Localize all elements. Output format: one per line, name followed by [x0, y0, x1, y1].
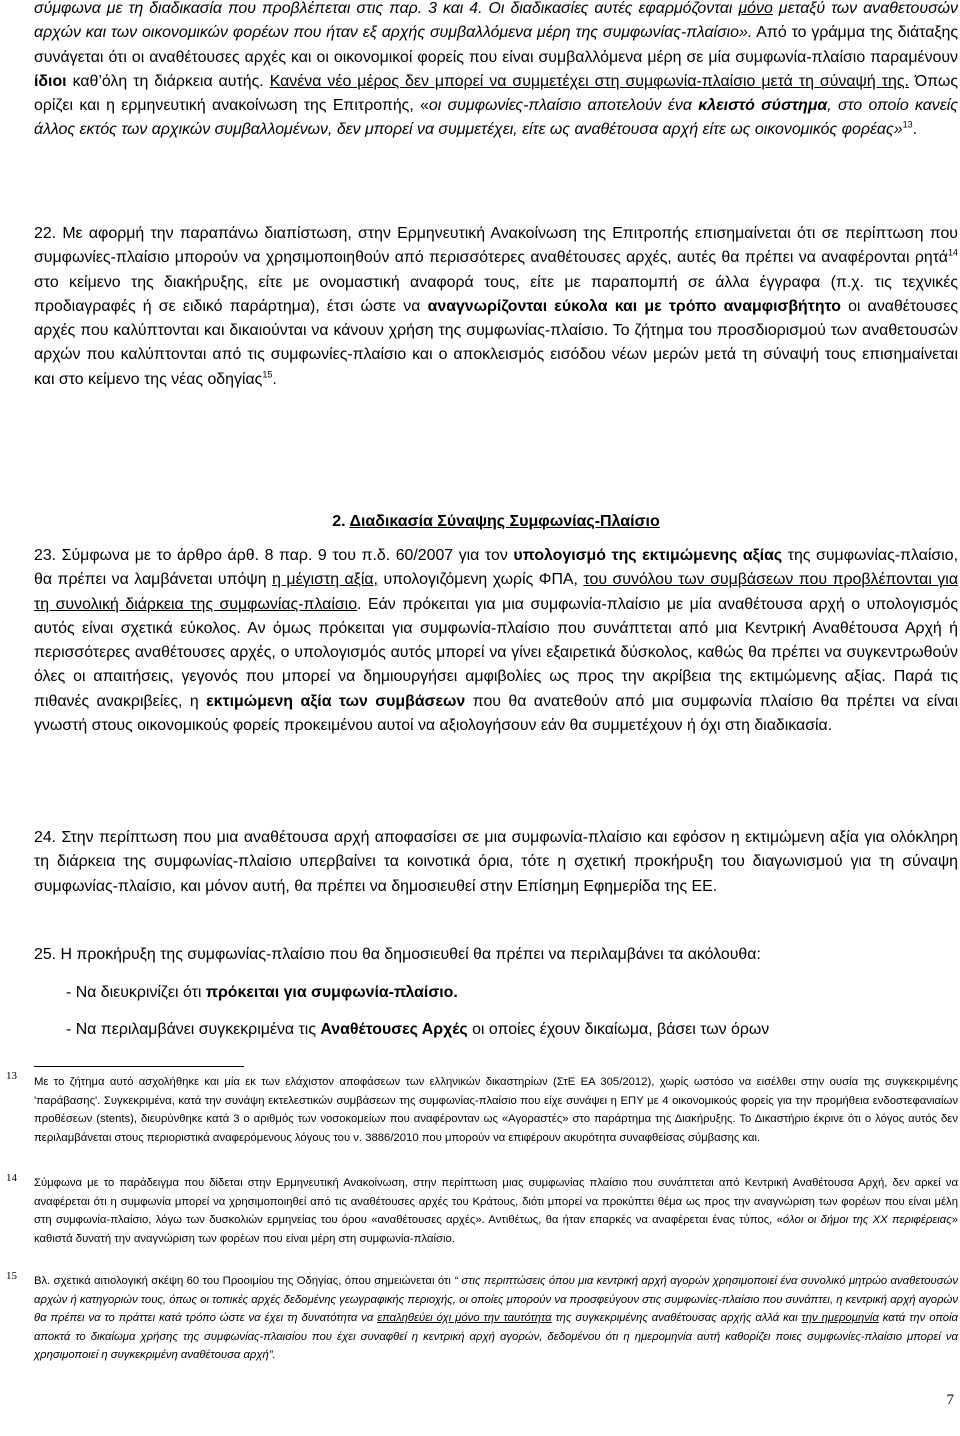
text-span: - Να διευκρινίζει ότι	[66, 984, 206, 1002]
text-span: » καθιστά δυνατή την αναγνώριση των φορέων που είναι μέρη στη συμφωνία-πλαίσιο.	[34, 1214, 958, 1245]
text-span: Όπως ορίζει και η ερμηνευτική ανακοίνωση της Επιτροπής, «	[34, 72, 959, 115]
section-heading	[34, 513, 958, 531]
text-span: την ημερομηνία	[801, 1312, 879, 1325]
text-span: , στο οποίο κανείς άλλος εκτός των αρχικών συμβαλλομένων, δεν μπορεί να συμμετέχει, είτε ως αναθέτουσα αρχή είτε ως οικονομικός φορέας»	[34, 97, 958, 139]
paragraph-number: 25.	[34, 946, 57, 963]
list-item	[34, 1018, 958, 1042]
text-span: στο κείμενο της διακήρυξης, είτε με ονομαστική αναφορά τους, είτε με παραπομπή σε άλλα έγγραφα (π.χ. τις τεχνικές προδιαγραφές ή σε ειδικό παράρτημα), έτσι ώστε να	[34, 273, 958, 315]
footnote-separator	[34, 1066, 244, 1067]
text-span: Από το γράμμα της διάταξης συνάγεται ότι οι αναθέτουσες αρχές και οι οικονομικοί φορείς που είναι συμβαλλόμενα μέρη σε μία συμφωνία-πλαίσιο παραμένουν	[34, 24, 959, 66]
text-span: .	[912, 121, 917, 139]
footnote-14	[34, 1174, 958, 1248]
list-item	[34, 981, 958, 1005]
footnote-ref[interactable]: 13	[902, 120, 913, 131]
text-span: όλοι οι δήμοι της ΧΧ περιφέρειας	[782, 1214, 952, 1227]
text-span: Βλ. σχετικά αιτιολογική σκέψη 60 του Προοιμίου της Οδηγίας, όπου σημειώνεται ότι	[34, 1275, 455, 1287]
text-span: ίδιοι	[34, 72, 67, 90]
footnote-ref[interactable]: 14	[947, 248, 958, 258]
section-title: Διαδικασία Σύναψης Συμφωνίας-Πλαίσιο	[349, 513, 660, 530]
paragraph-23	[34, 544, 958, 738]
text-span: οι συμφωνίες-πλαίσιο αποτελούν ένα	[428, 97, 699, 115]
page-number: 7	[946, 1392, 954, 1408]
text-span: πρόκειται για συμφωνία-πλαίσιο.	[205, 984, 458, 1002]
footnote-number: 13	[6, 1070, 17, 1082]
text-span: . Εάν πρόκειται για μια συμφωνία-πλαίσιο με μία αναθέτουσα αρχή ο υπολογισμός αυτός είναι σχετικά εύκολος. Αν όμως πρόκειται για συμφωνία-πλαίσιο που συνάπτεται από μια Κεντρική Αναθέτουσα Αρχή ή περισσότερες αναθέτουσες αρχές, ο υπολογισμός αυτός μπορεί να γίνει εξαιρετικά δύσκολος, καθώς θα πρέπει να συγκεντρωθούν όλες οι απαιτήσεις, γεγονός που μπορεί να δημιουργήσει αμφιβολίες ως προς την ακρίβεια της εκτιμώμενης αξίας. Παρά τις πιθανές ανακριβείες, η	[34, 595, 959, 710]
text-span: Αναθέτουσες Αρχές	[320, 1020, 468, 1038]
footnote-13	[34, 1073, 958, 1147]
paragraph-number: 22.	[34, 225, 57, 242]
text-span: καθ’όλη τη διάρκεια αυτής.	[66, 72, 270, 90]
text-span: του συνόλου των συμβάσεων που προβλέπονται για τη συνολική διάρκεια της συμφωνίας-πλαίσιο	[34, 571, 958, 613]
text-span: υπολογισμό της εκτιμώμενης αξίας	[513, 547, 783, 564]
text-span: επαληθεύει όχι μόνο την ταυτότητα	[377, 1312, 552, 1325]
text-span: εκτιμώμενη αξία των συμβάσεων	[206, 692, 466, 710]
text-span: η μέγιστη αξία,	[272, 571, 378, 589]
footnote-number: 14	[6, 1172, 17, 1184]
footnote-ref[interactable]: 15	[262, 369, 273, 380]
text-span: οι αναθέτουσες αρχές που καλύπτονται και δικαιούνται να κάνουν χρήση της συμφωνίας-πλαίσιο. Το ζήτημα του προσδιορισμού των αναθετουσών αρχών που καλύπτονται από τις συμφωνίες-πλαίσιο και ο αποκλεισμός εισόδου νέων μερών μετά τη σύναψή τους επισημαίνεται και στο κείμενο της νέας οδηγίας	[34, 297, 958, 388]
text-span: .	[272, 370, 277, 388]
text-span: Σύμφωνα με το παράδειγμα που δίδεται στην Ερμηνευτική Ανακοίνωση, στην περίπτωση μιας συμφωνίας πλαίσιο που συνάπτεται από Κεντρική Αναθέτουσα Αρχή, δεν αρκεί να αναφέρεται ότι η συμφωνία μπορεί να χρησιμοποιηθεί από τις αναθέτουσες αρχές του Κράτους, διότι μπορεί να προκύπτει θέμα ως προς την αναγνώριση των φορέων που είναι μέλη στη συμφωνία-πλαίσιο, λόγω των δυσκολιών ερμηνείας του όρου «αναθέτουσες αρχές». Αντιθέτως, θα ήταν επαρκές να αναφέρεται ένας τύπος, «	[34, 1177, 958, 1227]
text-span: Κανένα νέο μέρος δεν μπορεί να συμμετέχει στη συμφωνία-πλαίσιο μετά τη σύναψή της.	[269, 72, 909, 90]
text-span: - Να περιλαμβάνει συγκεκριμένα τις	[66, 1020, 321, 1038]
footnote-number: 15	[6, 1270, 17, 1282]
text-span: κατά την οποία αποκτά το δικαίωμα χρήσης της συμφωνίας-πλαισίου που έχει συναφθεί η κεντρική αρχή αγορών, δεδομένου ότι η ημερομηνία αυτή καθορίζει ποιες συμφωνίες-πλαίσιο μπορεί να χρησιμοποιεί η συγκεκριμένη αναθέτουσα αρχή”.	[34, 1312, 958, 1362]
footnote-text: Με το ζήτημα αυτό ασχολήθηκε και μία εκ των ελάχιστον αποφάσεων των ελληνικών δικαστηρίων (ΣτΕ ΕΑ 305/2012), χωρίς ωστόσο να εισέλθει στην ουσία της συγκεκριμένης 'παράβασης'. Συγκεκριμένα, κατά την συνάψη εκτελεστικών συμβάσεων της συμφωνίας-πλαίσιο που είχε συνάψει η ΕΠΥ με 4 οικονομικούς φορείς για την προμήθεια ενδοστεφανιαίων προθέσεων (stents), διευρύνθηκε κατά 3 ο αριθμός των νοσοκομείων που αναφέρονταν ως «Αγοραστές» στο παράρτημα της Διακήρυξης. Το Δικαστήριο έκρινε ότι ο λόγος αυτός δεν περιλαμβάνεται στους περιοριστικά αναφερόμενους λόγους του ν. 3886/2010 που μπορούν να επιφέρουν ακυρότητα συναφθείσας σύμβασης και.	[34, 1076, 958, 1144]
text-span: Σύμφωνα με το άρθρο άρθ. 8 παρ. 9 του π.δ. 60/2007 για τον	[56, 547, 514, 564]
text-span: της συμφωνίας-πλαίσιο, θα πρέπει να λαμβάνεται υπόψη	[34, 547, 958, 589]
text-span: σύμφωνα με τη διαδικασία που προβλέπεται στις παρ. 3 και 4. Οι διαδικασίες αυτές εφαρμόζονται	[34, 0, 733, 17]
text-span: “ στις περιπτώσεις όπου μια κεντρική αρχή αγορών χρησιμοποιεί ένα συνολικό μητρώο αναθετουσών αρχών ή κατηγοριών τους, όπως οι τοπικές αρχές δεδομένης γεωγραφικής περιοχής, οι οποίες μπορούν να προσφεύγουν στις συμφωνίες-πλαίσιο που συνάπτει, η κεντρική αρχή αγορών θα πρέπει να το πράττει κατά τρόπο ώστε να έχει τη δυνατότητα να	[34, 1275, 959, 1325]
text-span: μεταξύ των αναθετουσών αρχών και των οικονομικών φορέων που ήταν εξ αρχής συμβαλλόμενα	[34, 0, 958, 42]
paragraph-22	[34, 222, 958, 392]
text-span: που θα ανατεθούν από μια συμφωνία πλαίσιο θα πρέπει να είναι γνωστή στους οικονομικούς φορείς προκειμένου αυτοί να αξιολογήσουν εάν θα συμμετέχουν ή όχι στη διαδικασία.	[34, 692, 958, 735]
text-span: αναγνωρίζονται εύκολα και με τρόπο αναμφισβήτητο	[427, 297, 841, 315]
paragraph-number: 23.	[34, 547, 57, 564]
paragraph-continuation	[34, 0, 958, 143]
paragraph-number: 24.	[34, 829, 57, 846]
text-span: μέρη της συμφωνίας-πλαίσιο».	[537, 24, 753, 42]
footnote-15	[34, 1272, 958, 1365]
text-span: κλειστό σύστημα	[698, 97, 828, 115]
section-number: 2.	[332, 513, 346, 530]
text-span: Με αφορμή την παραπάνω διαπίστωση, στην Ερμηνευτική Ανακοίνωση της Επιτροπής επισημαίνεται ότι σε περίπτωση που συμφωνίες-πλαίσιο μπορούν να χρησιμοποιηθούν από περισσότερες αναθέτουσες αρχές, αυτές θα πρέπει να αναφέρονται ρητά	[34, 225, 958, 267]
text-span: Η προκήρυξη της συμφωνίας-πλαίσιο που θα δημοσιευθεί θα πρέπει να περιλαμβάνει τα ακόλουθα:	[56, 946, 761, 963]
text-span: οι οποίες έχουν δικαίωμα, βάσει των όρων	[467, 1020, 770, 1038]
paragraph-24	[34, 826, 958, 899]
text-span: μόνο	[738, 0, 773, 17]
text-span: υπολογιζόμενη χωρίς ΦΠΑ,	[377, 571, 584, 589]
text-span: της συγκεκριμένης αναθέτουσας αρχής αλλά και	[551, 1312, 802, 1325]
paragraph-25	[34, 943, 958, 1042]
text-span: Στην περίπτωση που μια αναθέτουσα αρχή αποφασίσει σε μια συμφωνία-πλαίσιο και εφόσον η εκτιμώμενη αξία για ολόκληρη τη διάρκεια της συμφωνίας-πλαίσιο υπερβαίνει τα κοινοτικά όρια, τότε η σχετική προκήρυξη του διαγωνισμού για τη σύναψη συμφωνίας-πλαίσιο, και μόνον αυτή, θα πρέπει να δημοσιευθεί στην Επίσημη Εφημερίδα της ΕΕ.	[34, 829, 958, 895]
